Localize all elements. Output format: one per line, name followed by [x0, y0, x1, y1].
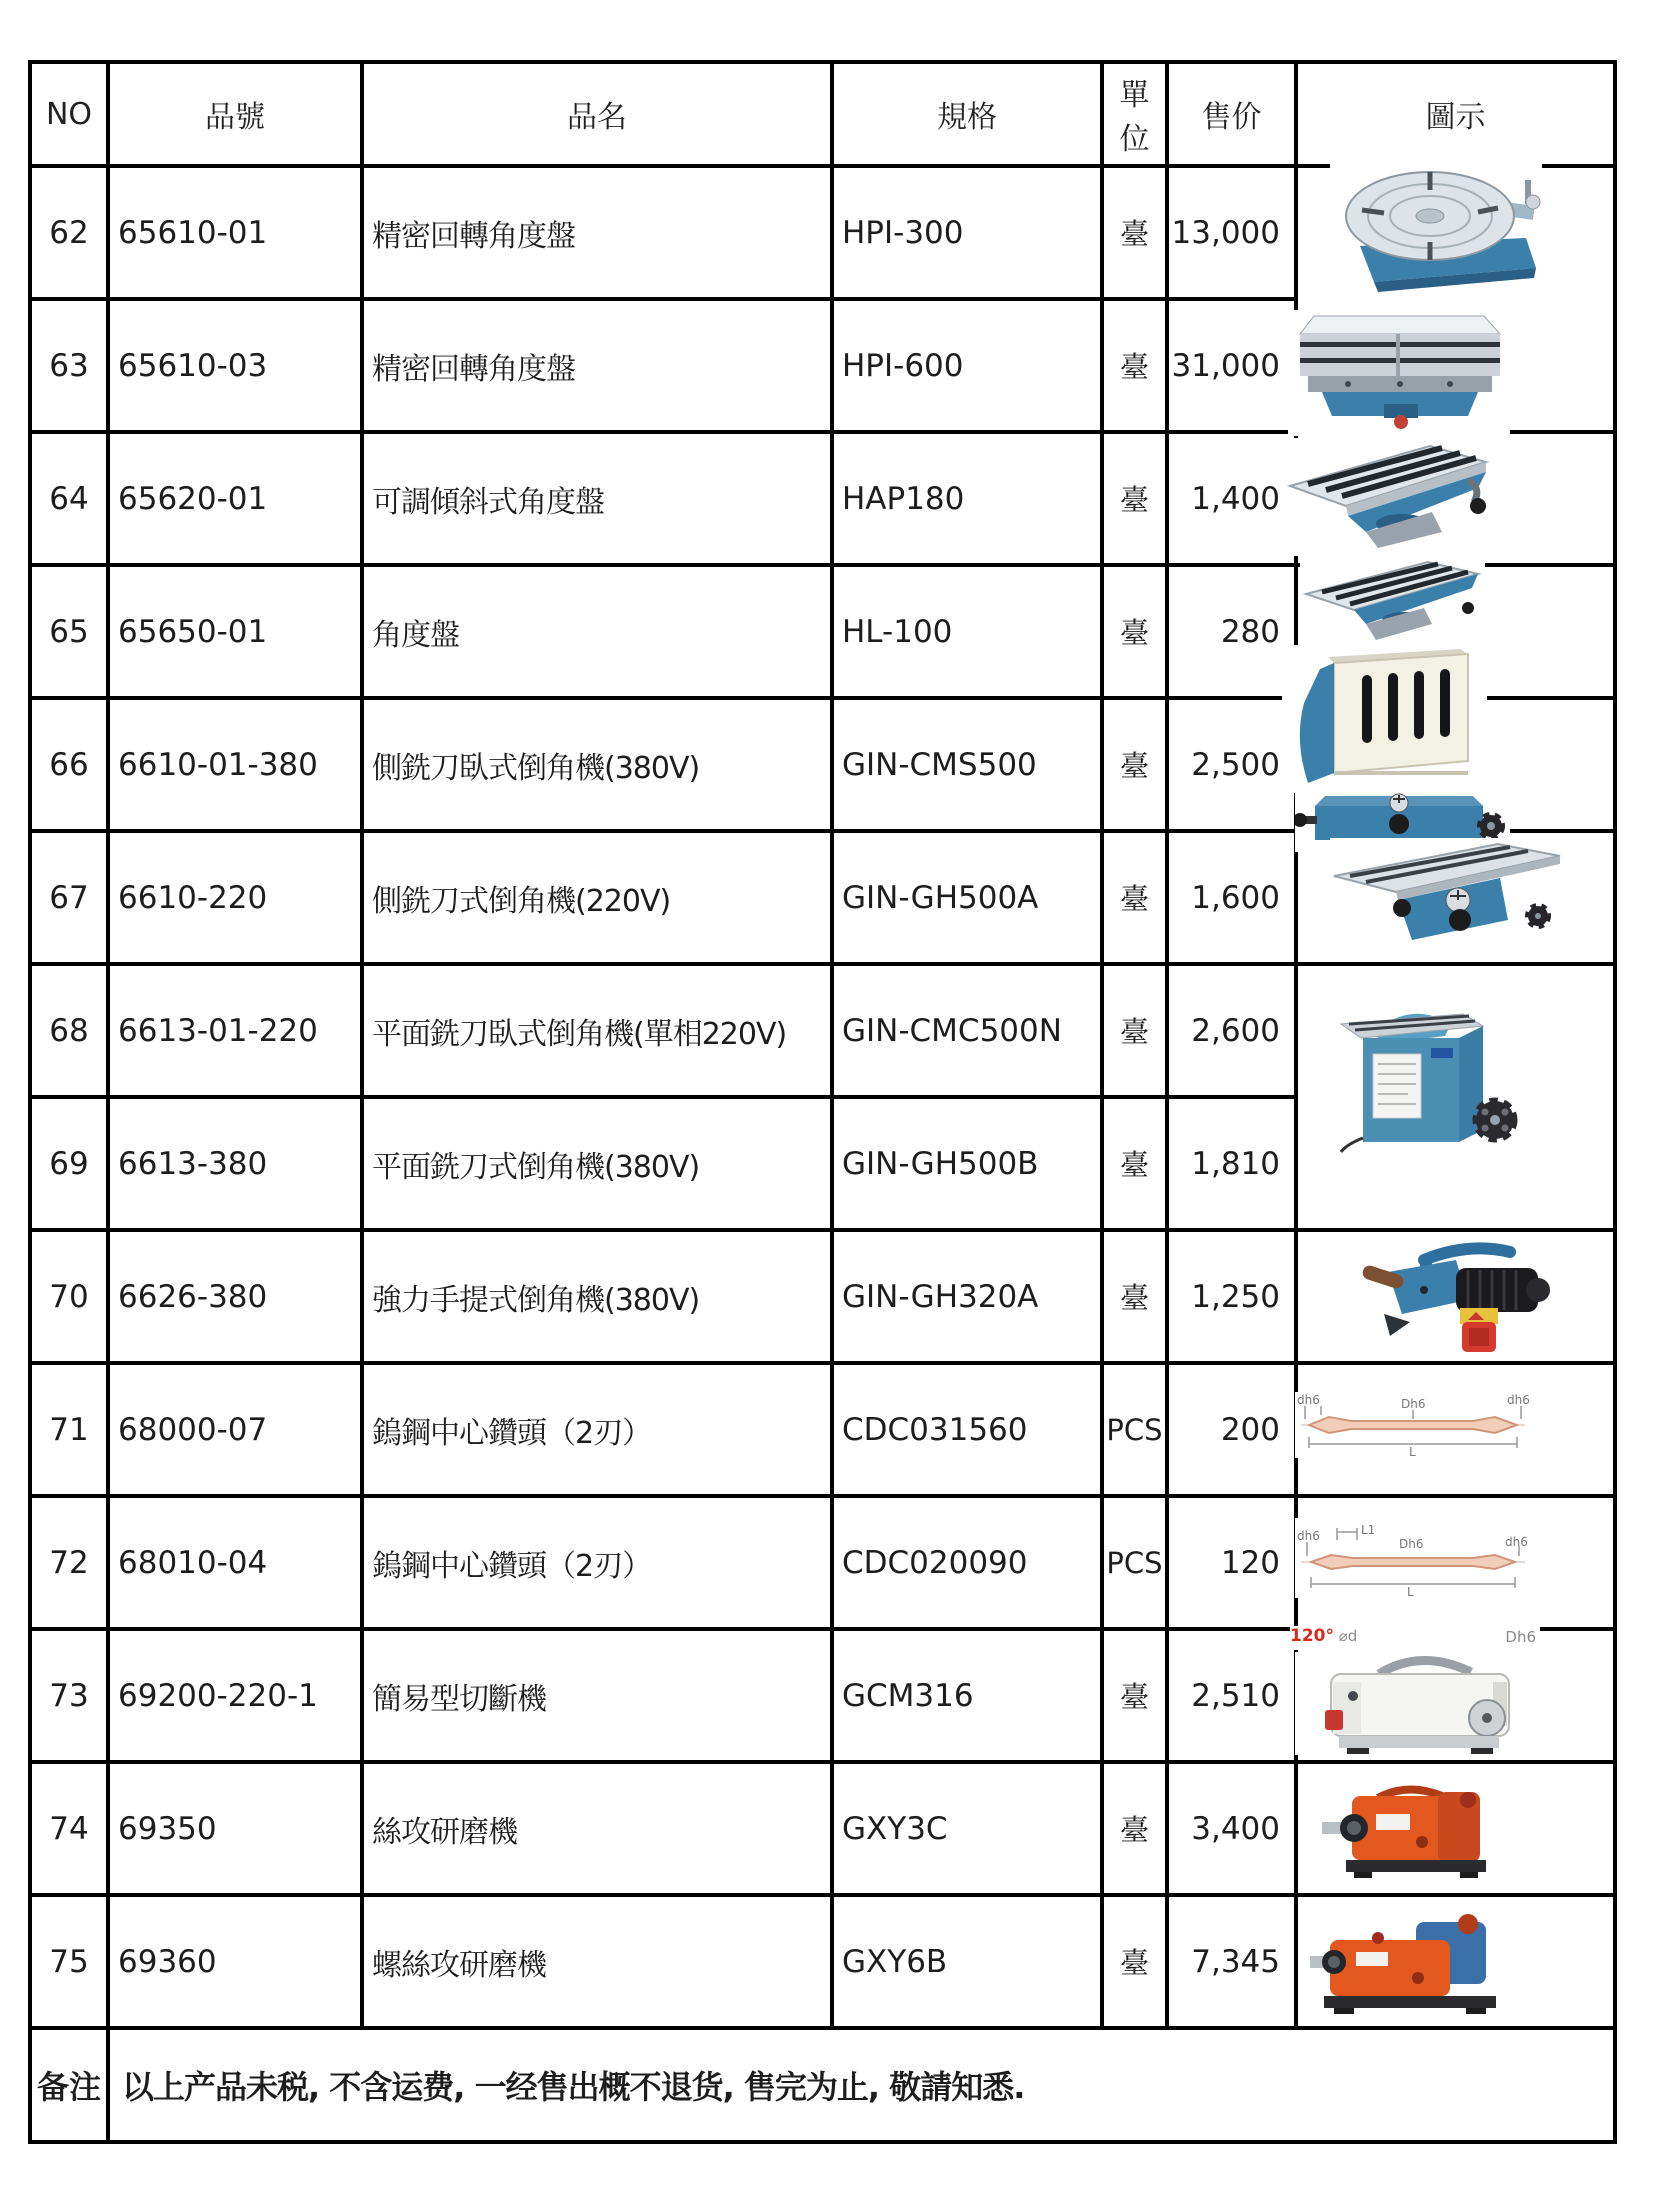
cell-price: 1,810 [1167, 1097, 1296, 1230]
cell-name: 精密回轉角度盤 [362, 299, 832, 432]
cell-spec: HL-100 [832, 565, 1102, 698]
cross-slide-table-image [1288, 310, 1510, 436]
cell-name: 側銑刀臥式倒角機(380V) [362, 698, 832, 831]
cell-no: 65 [30, 565, 108, 698]
cell-price: 1,400 [1167, 432, 1296, 565]
svg-text:dh6: dh6 [1505, 1535, 1528, 1549]
cell-no: 63 [30, 299, 108, 432]
svg-text:dh6: dh6 [1297, 1393, 1320, 1407]
cell-unit: 臺 [1102, 565, 1167, 698]
cell-unit: PCS [1102, 1496, 1167, 1629]
cell-code: 6610-01-380 [108, 698, 362, 831]
cutoff-machine-drawing [1295, 1652, 1545, 1755]
cell-name: 可調傾斜式角度盤 [362, 432, 832, 565]
tilting-table-small-drawing [1300, 556, 1485, 646]
cell-spec: GIN-GH320A [832, 1230, 1102, 1363]
cell-unit: 臺 [1102, 698, 1167, 831]
col-header-unit: 單位 [1102, 62, 1167, 166]
cell-unit: 臺 [1102, 1762, 1167, 1895]
cell-name: 鎢鋼中心鑽頭（2刃） [362, 1496, 832, 1629]
cell-code: 68000-07 [108, 1363, 362, 1496]
cell-no: 64 [30, 432, 108, 565]
tap-grinder-drawing [1318, 1768, 1513, 1884]
cell-code: 65620-01 [108, 432, 362, 565]
cell-price: 31,000 [1167, 299, 1296, 432]
tilting-table-image [1282, 438, 1494, 556]
shank-label: Dh6 [1505, 1628, 1536, 1646]
svg-text:dh6: dh6 [1507, 1393, 1530, 1407]
col-header-code: 品號 [108, 62, 362, 166]
cross-slide-drawing [1288, 310, 1510, 436]
cell-no: 67 [30, 831, 108, 964]
rotary-table-image [1330, 152, 1542, 310]
cell-code: 65610-03 [108, 299, 362, 432]
cell-unit: 臺 [1102, 1629, 1167, 1762]
cell-spec: CDC031560 [832, 1363, 1102, 1496]
col-header-spec: 規格 [832, 62, 1102, 166]
screw-tap-grinder-drawing [1308, 1898, 1513, 2018]
cell-spec: HPI-600 [832, 299, 1102, 432]
cell-name: 側銑刀式倒角機(220V) [362, 831, 832, 964]
cell-unit: 臺 [1102, 166, 1167, 299]
cell-code: 65650-01 [108, 565, 362, 698]
cell-unit: 臺 [1102, 831, 1167, 964]
cell-unit: 臺 [1102, 964, 1167, 1097]
chamfer-machine-image [1330, 838, 1565, 948]
svg-text:dh6: dh6 [1297, 1529, 1320, 1543]
cell-code: 6626-380 [108, 1230, 362, 1363]
cell-spec: HAP180 [832, 432, 1102, 565]
cell-spec: GIN-CMC500N [832, 964, 1102, 1097]
cell-price: 120 [1167, 1496, 1296, 1629]
center-drill-2-image [1295, 1518, 1535, 1598]
cell-name: 平面銑刀式倒角機(380V) [362, 1097, 832, 1230]
cell-no: 66 [30, 698, 108, 831]
col-header-name: 品名 [362, 62, 832, 166]
cell-unit: 臺 [1102, 299, 1167, 432]
svg-text:Dh6: Dh6 [1399, 1537, 1424, 1551]
cell-price: 1,600 [1167, 831, 1296, 964]
cell-unit: 臺 [1102, 1230, 1167, 1363]
angle-plate-drawing [1282, 645, 1487, 793]
col-header-image: 圖示 [1296, 62, 1615, 166]
svg-text:Dh6: Dh6 [1401, 1397, 1426, 1411]
cell-no: 69 [30, 1097, 108, 1230]
angle-120-label: 120° [1290, 1626, 1334, 1646]
cell-no: 74 [30, 1762, 108, 1895]
cell-code: 68010-04 [108, 1496, 362, 1629]
cell-spec: GIN-GH500B [832, 1097, 1102, 1230]
cell-name: 鎢鋼中心鑽頭（2刃） [362, 1363, 832, 1496]
cell-code: 69200-220-1 [108, 1629, 362, 1762]
cell-price: 1,250 [1167, 1230, 1296, 1363]
cutoff-machine-image [1295, 1652, 1545, 1755]
rotary-table-drawing [1330, 152, 1542, 310]
cell-unit: PCS [1102, 1363, 1167, 1496]
cell-name: 簡易型切斷機 [362, 1629, 832, 1762]
cell-spec: GIN-CMS500 [832, 698, 1102, 831]
chamfer-machine-drawing [1330, 838, 1565, 948]
cell-price: 3,400 [1167, 1762, 1296, 1895]
cell-price: 2,510 [1167, 1629, 1296, 1762]
cell-no: 71 [30, 1363, 108, 1496]
center-drill-2-drawing [1295, 1518, 1535, 1598]
cell-code: 6613-380 [108, 1097, 362, 1230]
cell-no: 62 [30, 166, 108, 299]
header-row [30, 62, 1615, 166]
angle-plate-image [1282, 645, 1487, 793]
screw-tap-grinder-image [1308, 1898, 1513, 2018]
cell-spec: GXY6B [832, 1895, 1102, 2028]
cell-spec: GCM316 [832, 1629, 1102, 1762]
cell-no: 68 [30, 964, 108, 1097]
tilting-table-drawing [1282, 438, 1494, 556]
cell-no: 73 [30, 1629, 108, 1762]
cell-name: 螺絲攻研磨機 [362, 1895, 832, 2028]
cell-price: 13,000 [1167, 166, 1296, 299]
cell-price: 2,600 [1167, 964, 1296, 1097]
remark-text: 以上产品未税, 不含运费, 一经售出概不退货, 售完为止, 敬請知悉. [108, 2028, 1615, 2142]
tilting-table-small-image [1300, 556, 1485, 646]
cell-spec: CDC020090 [832, 1496, 1102, 1629]
cell-name: 強力手提式倒角機(380V) [362, 1230, 832, 1363]
col-header-price: 售价 [1167, 62, 1296, 166]
center-drill-drawing [1295, 1392, 1535, 1458]
cell-name: 角度盤 [362, 565, 832, 698]
cell-no: 75 [30, 1895, 108, 2028]
remark-label: 备注 [30, 2028, 108, 2142]
cell-unit: 臺 [1102, 1895, 1167, 2028]
cell-spec: GXY3C [832, 1762, 1102, 1895]
cell-name: 精密回轉角度盤 [362, 166, 832, 299]
diameter-label: ⌀d [1338, 1627, 1358, 1645]
cell-code: 69360 [108, 1895, 362, 2028]
cell-spec: HPI-300 [832, 166, 1102, 299]
cell-code: 6610-220 [108, 831, 362, 964]
col-header-no: NO [30, 62, 108, 166]
cell-code: 6613-01-220 [108, 964, 362, 1097]
cell-price: 280 [1167, 565, 1296, 698]
horizontal-chamfer-machine-drawing [1335, 990, 1520, 1184]
horizontal-chamfer-machine-image [1335, 990, 1520, 1184]
cell-spec: GIN-GH500A [832, 831, 1102, 964]
tap-grinder-image [1318, 1768, 1513, 1884]
remark-row [30, 2028, 1615, 2142]
cell-price: 200 [1167, 1363, 1296, 1496]
drill-angle-labels [1290, 1626, 1540, 1650]
cell-code: 65610-01 [108, 166, 362, 299]
svg-text:L: L [1409, 1445, 1416, 1458]
cell-price: 7,345 [1167, 1895, 1296, 2028]
cell-no: 72 [30, 1496, 108, 1629]
cell-unit: 臺 [1102, 432, 1167, 565]
svg-text:L: L [1407, 1585, 1414, 1598]
cell-name: 絲攻研磨機 [362, 1762, 832, 1895]
svg-text:L1: L1 [1361, 1523, 1376, 1537]
cell-unit: 臺 [1102, 1097, 1167, 1230]
cell-price: 2,500 [1167, 698, 1296, 831]
center-drill-image [1295, 1392, 1535, 1458]
cell-name: 平面銑刀臥式倒角機(單相220V) [362, 964, 832, 1097]
handheld-chamfer-image [1332, 1234, 1562, 1356]
cell-no: 70 [30, 1230, 108, 1363]
handheld-chamfer-drawing [1332, 1234, 1562, 1356]
cell-code: 69350 [108, 1762, 362, 1895]
